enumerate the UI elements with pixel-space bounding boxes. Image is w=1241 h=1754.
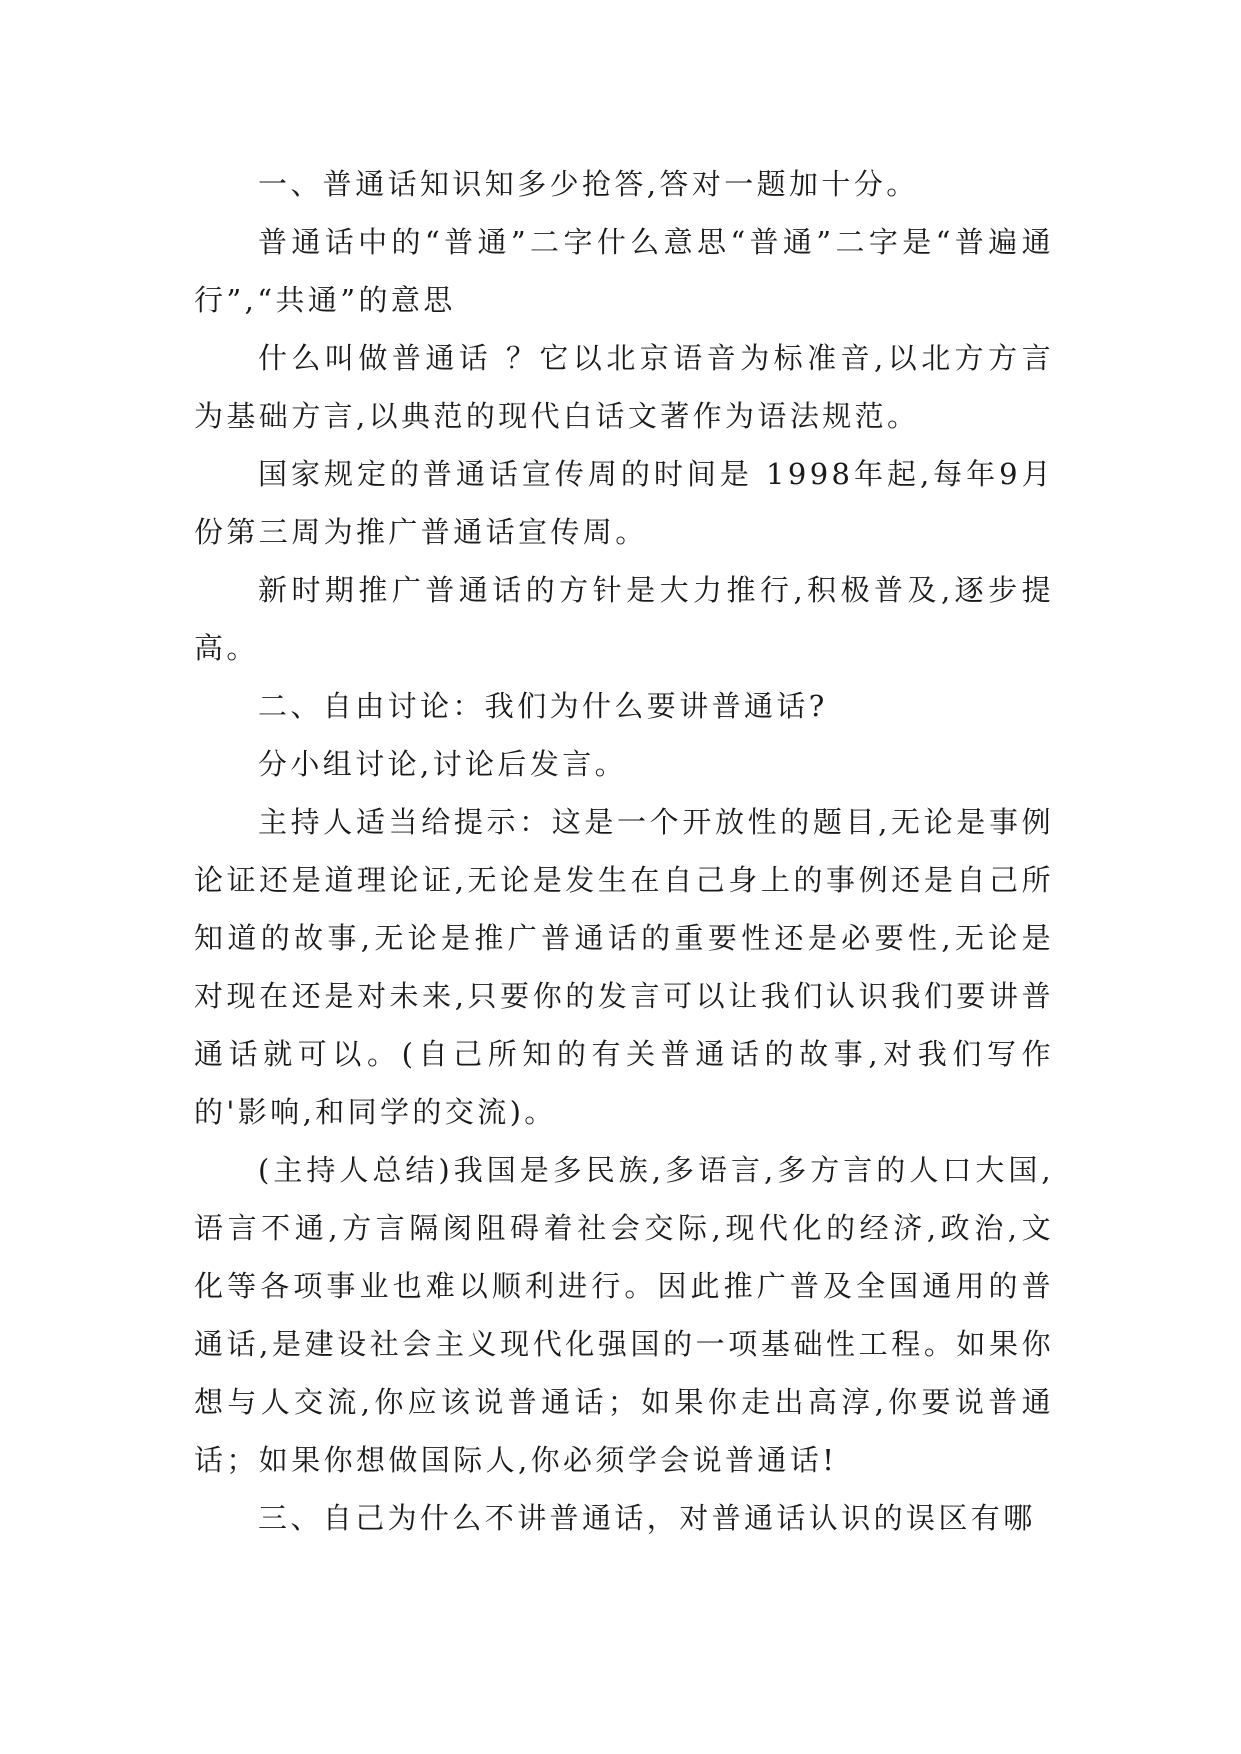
paragraph-group-discussion: 分小组讨论,讨论后发言。 [258,747,628,781]
paragraph-putonghua-definition: 什么叫做普通话 ？它以北京语音为标准音,以北方方言为基础方言,以典范的现代白话文著作为语法规范。 [194,341,1054,433]
paragraph-discussion-heading: 二、自由讨论：我们为什么要讲普通话? [258,689,828,723]
paragraph-host-hint: 主持人适当给提示：这是一个开放性的题目,无论是事例论证还是道理论证,无论是发生在自己身上的事例还是自己所知道的故事,无论是推广普通话的重要性还是必要性,无论是对现在还是对未来,只要你的发言可以让我们认识我们要讲普通话就可以。(自己所知的有关普通话的故事,对我们写作的'影响,和同学的交流)。 [194,805,1054,1129]
paragraph-promotion-week: 国家规定的普通话宣传周的时间是 1998年起,每年9月份第三周为推广普通话宣传周。 [194,457,1054,549]
paragraph-putong-meaning: 普通话中的“普通”二字什么意思“普通”二字是“普遍通行”,“共通”的意思 [194,225,1054,317]
document-body [194,155,1054,1547]
paragraph-promotion-policy: 新时期推广普通话的方针是大力推行,积极普及,逐步提高。 [194,573,1054,665]
paragraph-host-summary: (主持人总结)我国是多民族,多语言,多方言的人口大国,语言不通,方言隔阂阻碍着社会交际,现代化的经济,政治,文化等各项事业也难以顺利进行。因此推广普及全国通用的普通话,是建设社会主义现代化强国的一项基础性工程。如果你想与人交流,你应该说普通话；如果你走出高淳,你要说普通话；如果你想做国际人,你必须学会说普通话! [194,1153,1054,1477]
paragraph-quiz-heading: 一、普通话知识知多少抢答,答对一题加十分。 [258,167,919,201]
paragraph-misconceptions-heading: 三、自己为什么不讲普通话，对普通话认识的误区有哪 [258,1501,1036,1535]
